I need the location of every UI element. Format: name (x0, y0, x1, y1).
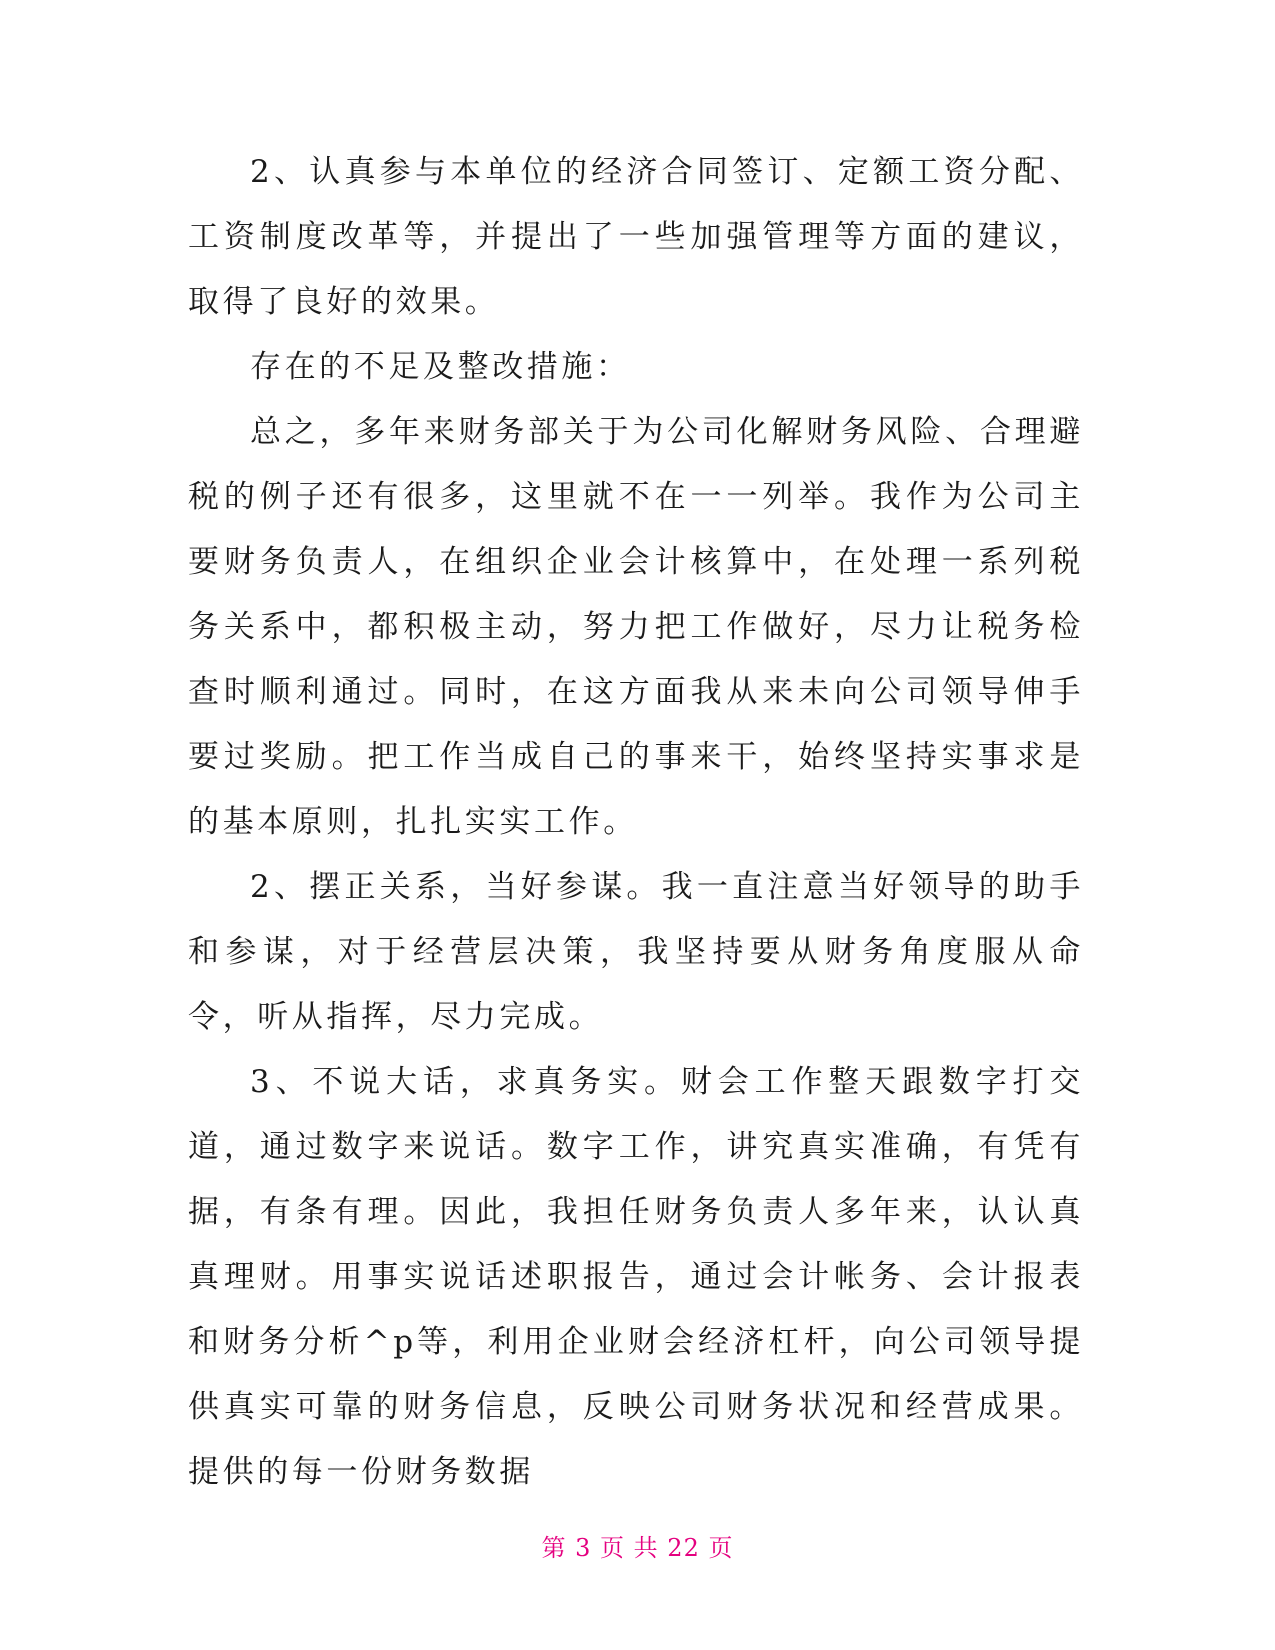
paragraph-summary: 总之，多年来财务部关于为公司化解财务风险、合理避税的例子还有很多，这里就不在一一列举。我作为公司主要财务负责人，在组织企业会计核算中，在处理一系列税务关系中，都积极主动，努力把工作做好，尽力让税务检查时顺利通过。同时，在这方面我从来未向公司领导伸手要过奖励。把工作当成自己的事来干，始终坚持实事求是的基本原则，扎扎实实工作。 (188, 414, 1084, 840)
paragraph-contract-participation: 2、认真参与本单位的经济合同签订、定额工资分配、工资制度改革等，并提出了一些加强管理等方面的建议，取得了良好的效果。 (188, 154, 1084, 320)
page-number-footer: 第 3 页 共 22 页 (541, 1534, 734, 1562)
paragraph-relationship: 2、摆正关系，当好参谋。我一直注意当好领导的助手和参谋，对于经营层决策，我坚持要从财务角度服从命令，听从指挥，尽力完成。 (188, 869, 1084, 1035)
document-body (188, 140, 1084, 1505)
paragraph-shortcomings-heading: 存在的不足及整改措施： (250, 349, 631, 385)
paragraph-pragmatism: 3、不说大话，求真务实。财会工作整天跟数字打交道，通过数字来说话。数字工作，讲究真实准确，有凭有据，有条有理。因此，我担任财务负责人多年来，认认真真理财。用事实说话述职报告，通过会计帐务、会计报表和财务分析^p等，利用企业财会经济杠杆，向公司领导提供真实可靠的财务信息，反映公司财务状况和经营成果。提供的每一份财务数据 (188, 1064, 1084, 1490)
